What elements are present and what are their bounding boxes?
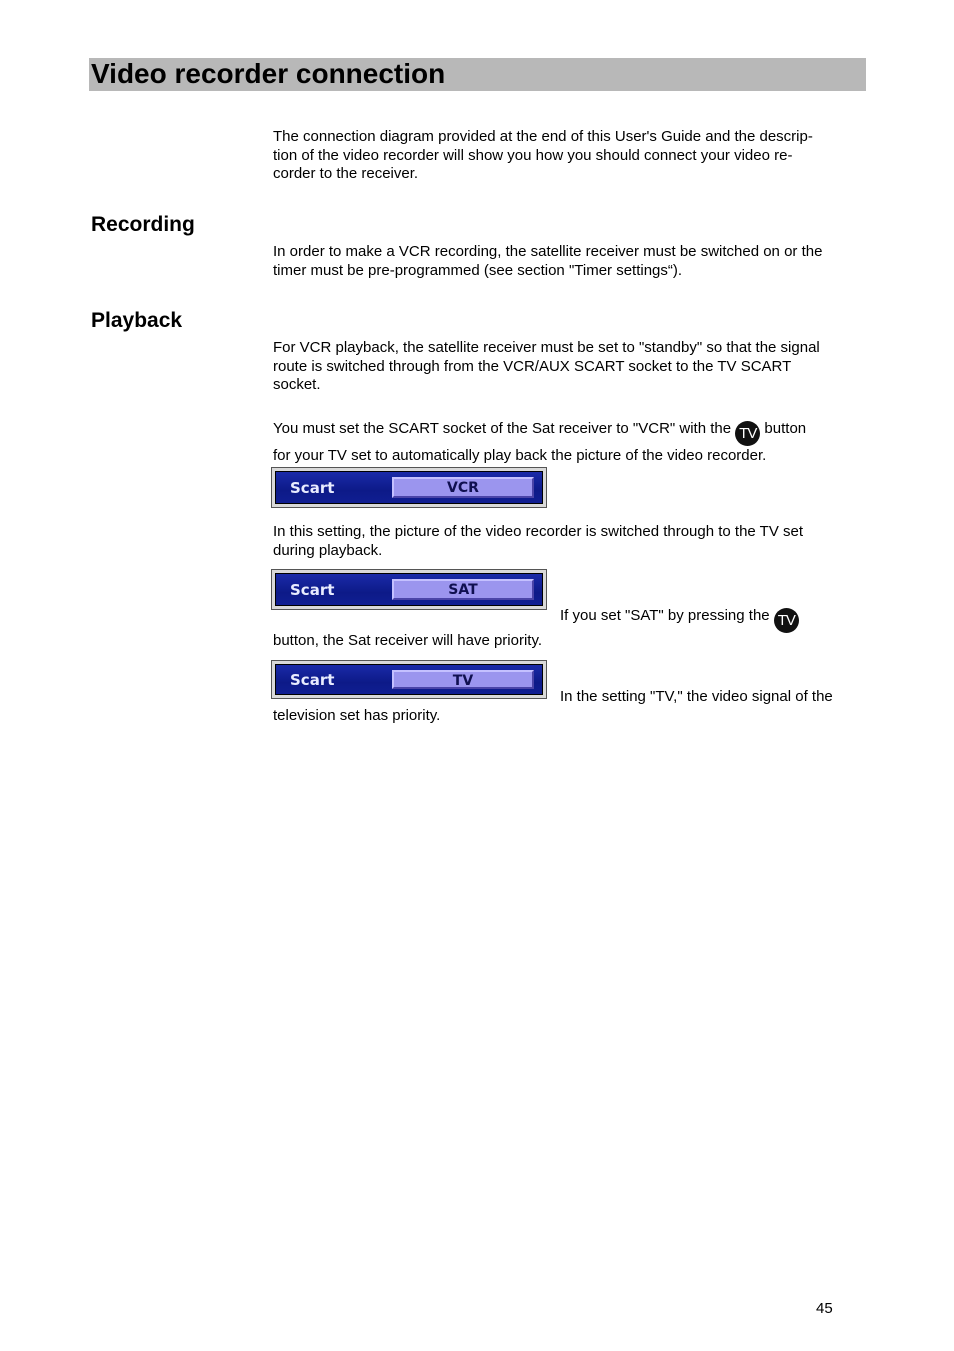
intro-paragraph	[273, 128, 863, 184]
playback-line: for your TV set to automatically play back the picture of the video recorder.	[273, 447, 767, 464]
playback-line: For VCR playback, the satellite receiver must be set to "standby" so that the signal	[273, 339, 820, 356]
intro-line: tion of the video recorder will show you how you should connect your video re-	[273, 146, 793, 164]
playback-text: If you set "SAT" by pressing the	[560, 607, 774, 624]
recording-line: In order to make a VCR recording, the satellite receiver must be switched on or the	[273, 243, 823, 260]
playback-paragraph-3	[273, 523, 863, 560]
playback-text: You must set the SCART socket of the Sat receiver to "VCR" with the	[273, 420, 736, 437]
playback-line: socket.	[273, 376, 321, 393]
recording-paragraph	[273, 243, 863, 280]
osd-label: Scart	[290, 581, 335, 599]
playback-line: In this setting, the picture of the video recorder is switched through to the TV set	[273, 523, 804, 540]
page-title: Video recorder connection	[91, 58, 446, 89]
playback-paragraph-1	[273, 339, 863, 395]
osd-label: Scart	[290, 671, 335, 689]
recording-line: timer must be pre-programmed (see section "Timer settings“).	[273, 261, 683, 279]
intro-line: corder to the receiver.	[273, 165, 419, 182]
osd-scart-tv	[271, 660, 547, 699]
osd-value: VCR	[392, 477, 534, 498]
playback-line: button, the Sat receiver will have priority.	[273, 632, 543, 649]
playback-text: button	[760, 420, 807, 437]
osd-scart-sat	[271, 569, 547, 610]
playback-line: route is switched through from the VCR/AUX SCART socket to the TV SCART	[273, 357, 792, 375]
osd-scart-vcr	[271, 467, 547, 508]
osd-label: Scart	[290, 479, 335, 497]
tv-button-icon: TV	[735, 421, 760, 446]
page-number: 45	[816, 1300, 833, 1317]
osd-value: TV	[392, 670, 534, 689]
playback-line: during playback.	[273, 541, 383, 559]
tv-button-icon: TV	[774, 608, 799, 633]
playback-line: television set has priority.	[273, 707, 441, 724]
recording-heading: Recording	[91, 213, 195, 236]
playback-heading: Playback	[91, 309, 183, 332]
osd-value: SAT	[392, 579, 534, 600]
intro-line: The connection diagram provided at the end of this User's Guide and the descrip-	[273, 128, 813, 145]
playback-paragraph-4	[560, 606, 799, 633]
playback-line: In the setting "TV," the video signal of the	[560, 688, 833, 705]
playback-paragraph-2	[273, 419, 863, 465]
